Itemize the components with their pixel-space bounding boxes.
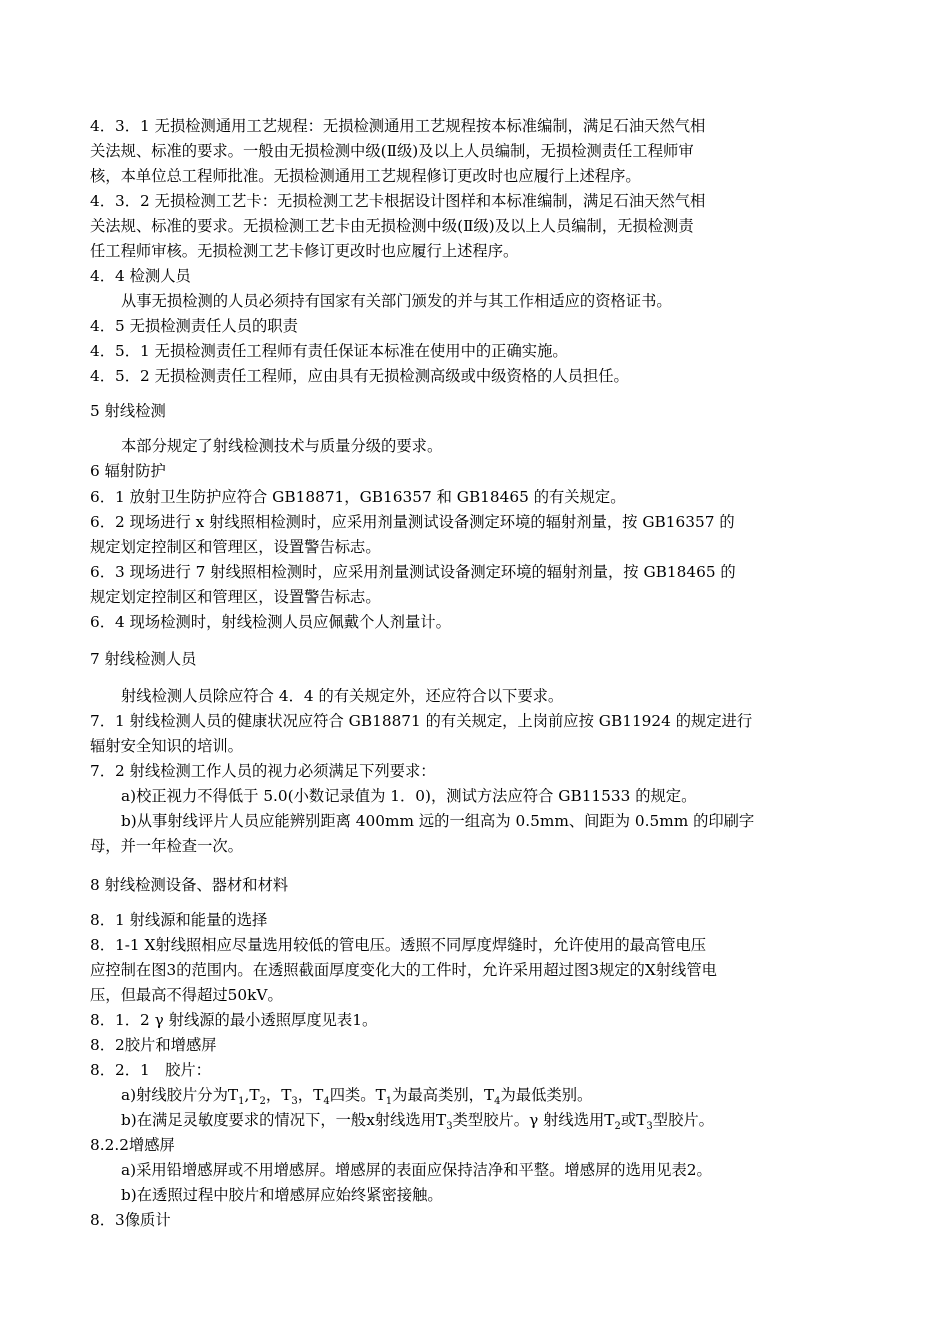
text-line: 6．4 现场检测时，射线检测人员应佩戴个人剂量计。 [90,613,451,631]
text-line: 规定划定控制区和管理区，设置警告标志。 [90,588,381,606]
film-classification-line [121,1083,865,1107]
section-heading: 6 辐射防护 [90,462,166,480]
text-line: b)在透照过程中胶片和增感屏应始终紧密接触。 [121,1186,443,1204]
subscript: 3 [291,1096,298,1107]
section-heading: 8 射线检测设备、器材和材料 [90,876,289,894]
subscript: 1 [238,1096,245,1107]
text-span: T [249,1086,260,1104]
subscript: 3 [446,1121,453,1132]
text-line: 关法规、标准的要求。无损检测工艺卡由无损检测中级(Ⅱ级)及以上人员编制，无损检测责 [90,217,694,235]
text-line: 压，但最高不得超过50kV。 [90,986,283,1004]
section-heading: 5 射线检测 [90,402,166,420]
text-line: 4．5．1 无损检测责任工程师有责任保证本标准在使用中的正确实施。 [90,342,568,360]
text-span: ， [265,1086,282,1104]
text-span: T [604,1111,615,1129]
subscript: 1 [385,1096,393,1107]
text-line: 核，本单位总工程师批准。无损检测通用工艺规程修订更改时也应履行上述程序。 [90,167,641,185]
text-span: T [281,1086,292,1104]
text-span: b)在满足灵敏度要求的情况下，一般x射线选用 [121,1111,437,1129]
text-span: 类型胶片。γ 射线选用 [452,1111,605,1129]
text-line: 7．1 射线检测人员的健康状况应符合 GB18871 的有关规定，上岗前应按 GB11924 的规定进行 [90,712,753,730]
text-line: 4．3．2 无损检测工艺卡：无损检测工艺卡根据设计图样和本标准编制，满足石油天然气相 [90,192,706,210]
section-heading: 4．4 检测人员 [90,267,191,285]
text-span: 四类。 [329,1086,376,1104]
section-heading: 4．5 无损检测责任人员的职责 [90,317,298,335]
subscript: 3 [646,1121,653,1132]
text-line: a)采用铅增感屏或不用增感屏。增感屏的表面应保持洁净和平整。增感屏的选用见表2。 [121,1161,712,1179]
section-heading: 8．2．1 胶片： [90,1061,211,1079]
text-line: 本部分规定了射线检测技术与质量分级的要求。 [121,437,443,455]
section-heading: 8.2.2增感屏 [90,1136,175,1154]
text-span: T [636,1111,647,1129]
text-span: T [483,1086,495,1104]
text-line: 任工程师审核。无损检测工艺卡修订更改时也应履行上述程序。 [90,242,519,260]
film-selection-line [121,1108,865,1132]
text-span: 为最高类别， [392,1086,484,1104]
text-line: 规定划定控制区和管理区，设置警告标志。 [90,538,381,556]
text-line: b)从事射线评片人员应能辨别距离 400mm 远的一组高为 0.5mm、间距为 0.5mm 的印刷字 [121,812,755,830]
section-heading: 8．1 射线源和能量的选择 [90,911,268,929]
text-span: T [375,1086,386,1104]
text-line: 应控制在图3的范围内。在透照截面厚度变化大的工件时，允许采用超过图3规定的X射线管电 [90,961,717,979]
text-span: T [227,1086,239,1104]
text-line: 8．1．2 γ 射线源的最小透照厚度见表1。 [90,1011,378,1029]
section-heading: 8．3像质计 [90,1211,171,1229]
text-span: a)射线胶片分为 [121,1086,228,1104]
subscript: 2 [614,1121,621,1132]
text-line: 辐射安全知识的培训。 [90,737,243,755]
subscript: 4 [323,1096,330,1107]
text-span: ， [297,1086,314,1104]
subscript: 2 [259,1096,266,1107]
text-span: T [436,1111,447,1129]
text-line: 4．3．1 无损检测通用工艺规程：无损检测通用工艺规程按本标准编制，满足石油天然气相 [90,117,706,135]
text-line: 射线检测人员除应符合 4．4 的有关规定外，还应符合以下要求。 [121,687,564,705]
section-heading: 7 射线检测人员 [90,650,197,668]
text-line: 母，并一年检查一次。 [90,837,243,855]
text-line: 4．5．2 无损检测责任工程师，应由具有无损检测高级或中级资格的人员担任。 [90,367,629,385]
text-line: 7．2 射线检测工作人员的视力必须满足下列要求： [90,762,436,780]
text-line: 8．1-1 X射线照相应尽量选用较低的管电压。透照不同厚度焊缝时，允许使用的最高管电压 [90,936,707,954]
text-span: 为最低类别。 [500,1086,593,1104]
text-line: 从事无损检测的人员必须持有国家有关部门颁发的并与其工作相适应的资格证书。 [121,292,672,310]
text-span: T [313,1086,324,1104]
subscript: 4 [494,1096,501,1107]
text-line: 关法规、标准的要求。一般由无损检测中级(Ⅱ级)及以上人员编制，无损检测责任工程师审 [90,142,694,160]
text-span: 型胶片。 [652,1111,714,1129]
text-line: 6．3 现场进行 7 射线照相检测时，应采用剂量测试设备测定环境的辐射剂量，按 GB18465 的 [90,563,736,581]
text-span: 或 [620,1111,637,1129]
text-span: , [244,1086,250,1104]
text-line: 6．1 放射卫生防护应符合 GB18871，GB16357 和 GB18465 的有关规定。 [90,488,626,506]
section-heading: 8．2胶片和增感屏 [90,1036,217,1054]
text-line: 6．2 现场进行 x 射线照相检测时，应采用剂量测试设备测定环境的辐射剂量，按 GB16357 的 [90,513,735,531]
text-line: a)校正视力不得低于 5.0(小数记录值为 1．0)，测试方法应符合 GB11533 的规定。 [121,787,697,805]
